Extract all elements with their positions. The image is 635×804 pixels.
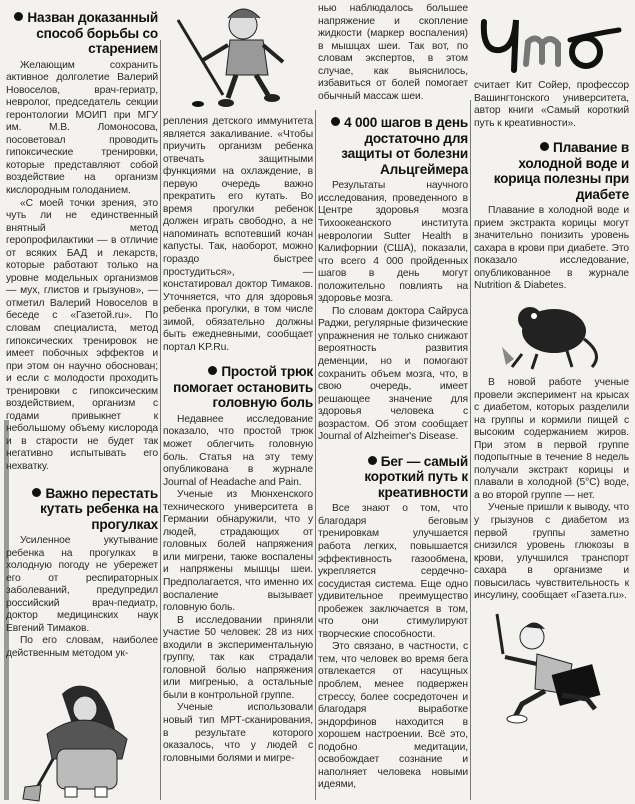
paragraph: В исследовании приняли участие 50 человек: 28 из них входили в экспериментальную группу, так как страдали головной болью напряжения или мигренью, а остальные были в контрольной группе. xyxy=(163,614,313,701)
article-title: Бег — самый короткий путь к креативности xyxy=(364,453,468,500)
cto-handwritten-logo-icon xyxy=(474,0,624,78)
paragraph: «С моей точки зрения, это чуть ли не единственный внятный метод геропрофилактики — в отличие от всяких БАД и лекарств, которые работают только на уровне модельных организмов — мух, глистов и грызунов», — отметил Валерий Новоселов в беседе с «Газетой.ru». По словам специалиста, метод гипоксических тренировок не имеет побочных эффектов и при этом он научно обоснован; и если с молодости проходить тренировки с гипоксическим воздействием, организм с годами привыкнет к небольшому объему кислорода и в старости не будет так негативно испытывать его нехватку. xyxy=(6,197,158,472)
hockey-child-illustration-icon xyxy=(168,0,308,112)
article-title: 4 000 шагов в день достаточно для защиты от болезни Альцгеймера xyxy=(318,115,468,177)
bullet-icon xyxy=(14,12,23,21)
bullet-icon xyxy=(32,488,41,497)
bullet-icon xyxy=(368,456,377,465)
rat-illustration-icon xyxy=(492,299,612,371)
article-running-creativity xyxy=(318,454,468,792)
article-child-walks xyxy=(6,486,158,661)
paragraph: В новой работе ученые провели эксперимент на крысах с диабетом, которых разделили на группы и кормили пищей с высоким содержанием жиров. При этом в первой группе подопытные в течение 8 недель получали экстракт корицы и плавали в холодной (5°C) воде, а во второй группе — нет. xyxy=(474,377,629,501)
paragraph: По его словам, наиболее действенным методом ук- xyxy=(6,635,158,659)
paragraph: Ученые использовали новый тип МРТ-сканирования, в результате которого оказалось, что у людей с головными болями и мигре- xyxy=(163,702,313,764)
article-title: Назван доказанный способ борьбы со старением xyxy=(6,10,158,57)
paragraph: Все знают о том, что благодаря беговым тренировкам улучшается работа легких, повышается эффективность газообмена, укрепляется сердечно-сосудистая система. Еще одно удивительное преимущество пробежек заключается в том, что они стимулируют творческие способности. xyxy=(318,503,468,640)
article-title: Плавание в холодной воде и корица полезны при диабете xyxy=(493,140,629,202)
column-rule xyxy=(470,100,471,800)
paragraph: Это связано, в частности, с тем, что человек во время бега отвлекается от насущных проблем, менее подвержен стрессу, более сосредоточен и благодаря выработке эндорфинов находится в хорошем настроении. Всё это, подобно медитации, освобождает сознание и наполняет человека новыми идеями, xyxy=(318,641,468,791)
column-2 xyxy=(163,0,313,765)
paragraph: По словам доктора Сайруса Раджи, регулярные физические упражнения не только снижают вероятность развития деменции, но и помогают сохранить объем мозга, что, в свою очередь, имеет решающее значение для здоровья человека с возрастом. Об этом сообщает Journal of Alzheimer's Disease. xyxy=(318,305,468,443)
bullet-icon xyxy=(208,366,217,375)
paragraph: Желающим сохранить активное долголетие Валерий Новоселов, врач-гериатр, невролог, председатель секции геронтологии МОИП при МГУ им. М.В. Ломоносова, посоветовал проводить гипоксические тренировки, которые представляют собой воздействие на организм кислородным голоданием. xyxy=(6,59,158,196)
paragraph: Плавание в холодной воде и прием экстракта корицы могут значительно понизить уровень сахара в крови при диабете. Это показало исследование, опубликованное в журнале Nutrition & Diabetes. xyxy=(474,205,629,292)
bullet-icon xyxy=(331,117,340,126)
column-3 xyxy=(318,3,468,792)
article-diabetes xyxy=(474,140,629,603)
article-headache xyxy=(163,364,313,765)
article-alzheimer-steps xyxy=(318,115,468,443)
paragraph: Результаты научного исследования, проведенного в Центре здоровья мозга Тихоокеанского института неврологии Sutter Health в Калифорнии (США), показали, что всего 4 000 пройденных шагов в день могут положительно повлиять на здоровье мозга. xyxy=(318,180,468,305)
column-4 xyxy=(474,0,629,724)
paragraph: Недавнее исследование показало, что простой трюк может облегчить головную боль. Статья на эту тему опубликована в журнале Journal of Headache and Pain. xyxy=(163,413,313,488)
section-logo xyxy=(474,0,629,78)
article-title: Важно перестать кутать ребенка на прогулках xyxy=(6,486,158,533)
article-title: Простой трюк помогает остановить головную боль xyxy=(173,364,313,411)
column-1 xyxy=(6,6,158,804)
column-rule xyxy=(160,40,161,800)
paragraph: репления детского иммунитета является закаливание. «Чтобы приучить организм ребенка отвечать защитными функциями на охлаждение, в первую очередь важно прекратить его кутать. Во время прогулки ребенок должен играть свободно, а не напоминать вспотевший кочан капусты. Так, наоборот, можно гораздо быстрее простудиться», — констатировал доктор Тимаков. Уточняется, что для здоровья ребенка прогулки, в том числе зимой, обязательно должны быть ежедневными, сообщает портал KP.Ru. xyxy=(163,116,313,353)
paragraph: нью наблюдалось большее напряжение и скопление жидкости (маркер воспаления) в мышцах шеи. Так вот, по словам экспертов, в этом случае, как выяснилось, избавиться от болей помогает обычный массаж шеи. xyxy=(318,3,468,102)
column-rule xyxy=(315,110,316,800)
bullet-icon xyxy=(540,142,549,151)
running-man-illustration-icon xyxy=(487,609,617,724)
bundled-child-illustration-icon xyxy=(17,679,147,804)
paragraph: Ученые пришли к выводу, что у грызунов с диабетом из первой группы заметно снизился уровень глюкозы в крови, улучшился транспорт сахара в организме и повысилась чувствительность к инсулину, сообщает «Газета.ru». xyxy=(474,502,629,602)
article-anti-aging xyxy=(6,10,158,474)
paragraph: Ученые из Мюнхенского технического университета в Германии обнаружили, что у людей, страдающих от головных болей напряжения или мигрени, также воспалены и напряжены мышцы шеи. Предполагается, что именно их воспаление вызывает головную боль. xyxy=(163,489,313,614)
paragraph: Усиленное укутывание ребенка на прогулках в холодную погоду не убережет его от респираторных заболеваний, предупредил российский врач-педиатр, доктор медицинских наук Евгений Тимаков. xyxy=(6,535,158,634)
paragraph: считает Кит Сойер, профессор Вашингтонского университета, автор книги «Самый короткий путь к креативности». xyxy=(474,80,629,129)
